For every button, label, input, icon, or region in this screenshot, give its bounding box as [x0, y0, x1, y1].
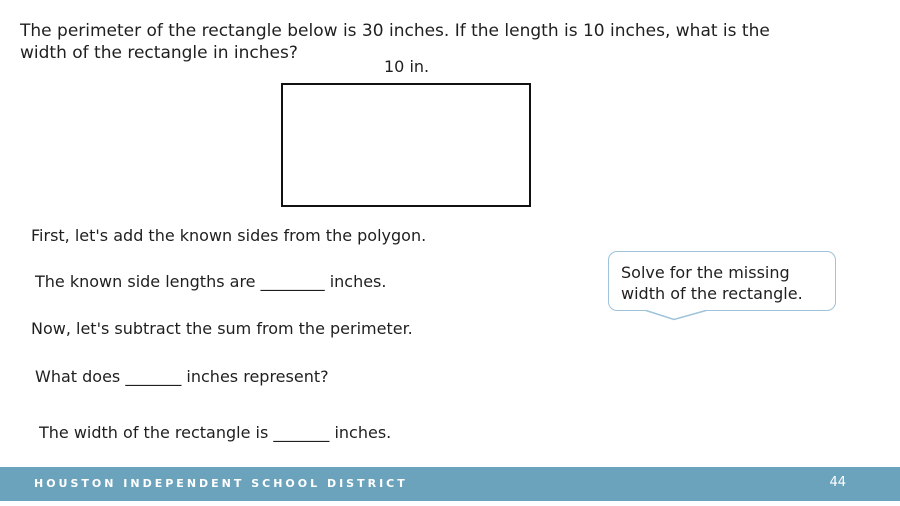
rectangle-figure [281, 83, 531, 207]
step-width-answer: The width of the rectangle is _______ inches. [39, 423, 392, 442]
callout-tail [646, 310, 706, 322]
step-subtract-sum: Now, let's subtract the sum from the perimeter. [31, 319, 413, 338]
hint-callout [608, 251, 836, 311]
page-number: 44 [829, 475, 846, 490]
district-name: HOUSTON INDEPENDENT SCHOOL DISTRICT [34, 477, 408, 490]
length-label: 10 in. [384, 57, 430, 76]
step-known-side-lengths: The known side lengths are ________ inches. [35, 272, 387, 291]
step-add-known-sides: First, let's add the known sides from the polygon. [31, 226, 427, 245]
step-what-represent: What does _______ inches represent? [35, 367, 329, 386]
footer-bar [0, 467, 900, 501]
hint-callout-text: Solve for the missing width of the rectangle. [621, 263, 803, 303]
question-text: The perimeter of the rectangle below is 30 inches. If the length is 10 inches, what is the width of the rectangle in inches? [20, 21, 770, 63]
